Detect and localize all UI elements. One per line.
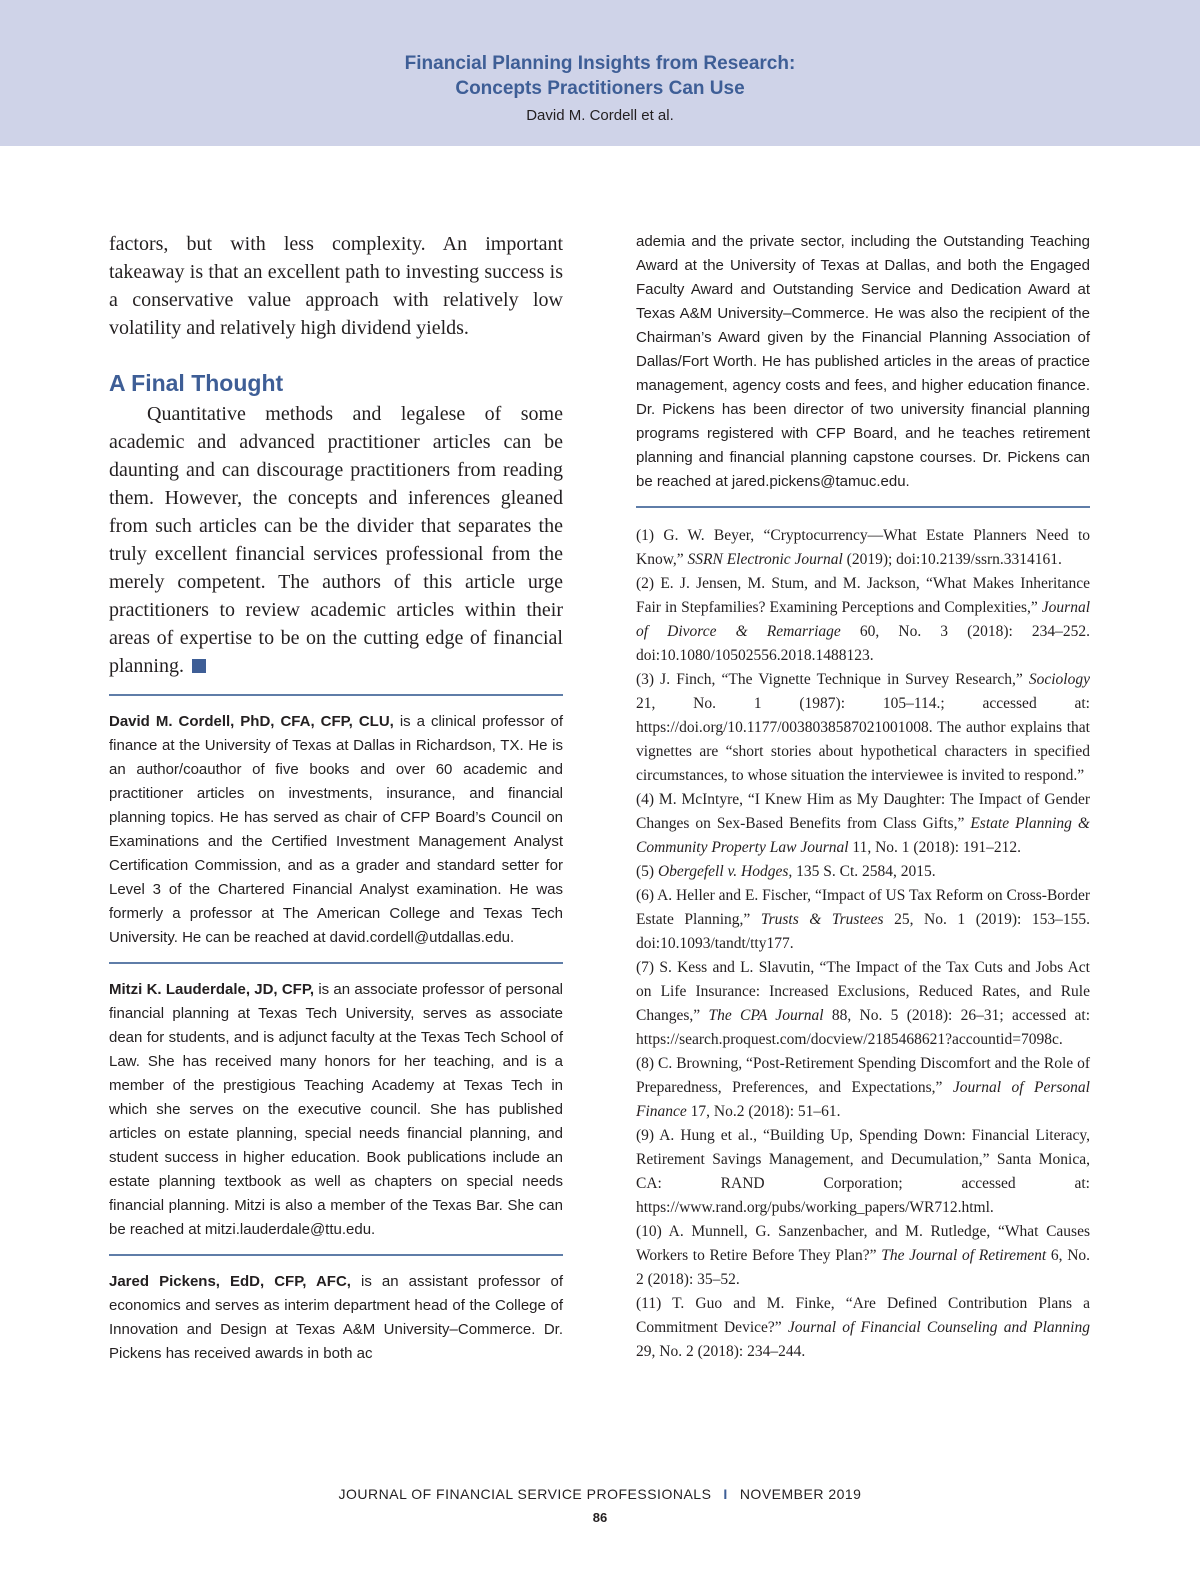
reference-source: The CPA Journal bbox=[708, 1007, 824, 1024]
bio-text: is an assistant professor of economics and serves as interim department head of the College of Innovation and Design at Texas A&M University–Commerce. Dr. Pickens has received awards in both ac bbox=[109, 1273, 563, 1362]
bio-cordell bbox=[109, 710, 563, 950]
reference-text: 6, No. 2 (2018): 35–52. bbox=[636, 1247, 1091, 1288]
end-mark-square-icon bbox=[192, 659, 206, 673]
reference-text: 29, No. 2 (2018): 234–244. bbox=[636, 1343, 806, 1360]
header-title-line2: Concepts Practitioners Can Use bbox=[455, 78, 745, 99]
reference-text: 25, No. 1 (2019): 153–155. doi:10.1093/tandt/tty177. bbox=[636, 911, 1090, 952]
reference-text: 11, No. 1 (2018): 191–212. bbox=[848, 839, 1022, 856]
divider-rule bbox=[109, 694, 563, 696]
reference-source: Sociology bbox=[1028, 671, 1090, 688]
reference-text: (5) bbox=[636, 863, 658, 880]
reference-text: (1) G. W. Beyer, “Cryptocurrency—What Estate Planners Need to Know,” bbox=[636, 527, 1090, 568]
header-band bbox=[0, 0, 1200, 146]
reference-item bbox=[636, 668, 1090, 788]
bio-name: Mitzi K. Lauderdale, JD, CFP, bbox=[109, 981, 315, 998]
reference-source: Journal of Personal Finance bbox=[636, 1079, 1090, 1120]
reference-item bbox=[636, 524, 1090, 572]
reference-item bbox=[636, 1052, 1090, 1124]
reference-item bbox=[636, 1292, 1090, 1364]
left-column bbox=[109, 230, 563, 1366]
bio-text: is an associate professor of personal financial planning at Texas Tech University, serves as associate dean for students, and is adjunct faculty at the Texas Tech School of Law. She has received many honors for her teaching, and is a member of the prestigious Teaching Academy at Texas Tech in which she serves on the executive council. She has published articles on estate planning, special needs financial planning, and student success in higher education. Book publications include an estate planning textbook as well as chapters on special needs financial planning. Mitzi is also a member of the Texas Bar. She can be reached at mitzi.lauderdale@ttu.edu. bbox=[109, 981, 564, 1238]
reference-item bbox=[636, 788, 1090, 860]
reference-text: (11) T. Guo and M. Finke, “Are Defined Contribution Plans a Commitment Device?” bbox=[636, 1295, 1090, 1336]
right-column bbox=[636, 230, 1090, 1364]
reference-text: (2019); doi:10.2139/ssrn.3314161. bbox=[842, 551, 1062, 568]
footer-journal-name: JOURNAL OF FINANCIAL SERVICE PROFESSIONALS bbox=[338, 1486, 712, 1502]
reference-text: (6) A. Heller and E. Fischer, “Impact of US Tax Reform on Cross-Border Estate Planning,” bbox=[636, 887, 1090, 928]
reference-item bbox=[636, 884, 1090, 956]
bio-text: is a clinical professor of finance at the University of Texas at Dallas in Richardson, TX. He is an author/coauthor of five books and over 60 academic and practitioner articles on investments, insurance, and financial planning topics. He has served as chair of CFP Board’s Council on Examinations and the Certified Investment Management Analyst Certification Commission, and as a grader and standard setter for Level 3 of the Chartered Financial Analyst examination. He was formerly a professor at The American College and Texas Tech University. He can be reached at david.cordell@utdallas.edu. bbox=[109, 713, 563, 946]
reference-item bbox=[636, 572, 1090, 668]
bio-lauderdale bbox=[109, 978, 563, 1242]
reference-text: 135 S. Ct. 2584, 2015. bbox=[792, 863, 936, 880]
reference-source: Trusts & Trustees bbox=[760, 911, 884, 928]
reference-text: 88, No. 5 (2018): 26–31; accessed at: https://search.proquest.com/docview/2185468621?accountid=7098c. bbox=[636, 1007, 1090, 1048]
final-paragraph-text: Quantitative methods and legalese of some academic and advanced practitioner articles can be daunting and can discourage practitioners from reading them. However, the concepts and inferences gleaned from such articles can be the divider that separates the truly excellent financial services professional from the merely competent. The authors of this article urge practitioners to review academic articles within their areas of expertise to be on the cutting edge of financial planning. bbox=[109, 403, 563, 677]
reference-text: (3) J. Finch, “The Vignette Technique in Survey Research,” bbox=[636, 671, 1029, 688]
divider-rule bbox=[636, 506, 1090, 508]
reference-item bbox=[636, 1220, 1090, 1292]
divider-rule bbox=[109, 1254, 563, 1256]
reference-text: 21, No. 1 (1987): 105–114.; accessed at: https://doi.org/10.1177/0038038587021001008. The author explains that vignettes are “short stories about hypothetical characters in specified circumstances, to whose situation the interviewee is invited to respond.” bbox=[636, 695, 1090, 784]
reference-source: Journal of Financial Counseling and Planning bbox=[787, 1319, 1090, 1336]
reference-item bbox=[636, 956, 1090, 1052]
intro-paragraph: factors, but with less complexity. An important takeaway is that an excellent path to investing success is a conservative value approach with relatively low volatility and relatively high dividend yields. bbox=[109, 233, 563, 339]
reference-text: 17, No.2 (2018): 51–61. bbox=[686, 1103, 841, 1120]
reference-source: Journal of Divorce & Remarriage bbox=[636, 599, 1090, 640]
reference-text: (9) A. Hung et al., “Building Up, Spending Down: Financial Literacy, Retirement Savings Management, and Decumulation,” Santa Monica, CA: RAND Corporation; accessed at: https://www.rand.org/pubs/working_papers/WR712.html. bbox=[636, 1127, 1090, 1216]
reference-text: (10) A. Munnell, G. Sanzenbacher, and M. Rutledge, “What Causes Workers to Retire Before They Plan?” bbox=[636, 1223, 1090, 1264]
divider-rule bbox=[109, 962, 563, 964]
section-heading: A Final Thought bbox=[109, 370, 284, 396]
bio-name: Jared Pickens, EdD, CFP, AFC, bbox=[109, 1273, 351, 1290]
footer-date: NOVEMBER 2019 bbox=[739, 1486, 862, 1502]
header-title-line1: Financial Planning Insights from Research: bbox=[404, 53, 796, 74]
page-number: 86 bbox=[592, 1510, 608, 1525]
reference-source: Estate Planning & Community Property Law Journal bbox=[636, 815, 1090, 856]
bio-pickens bbox=[109, 1270, 563, 1366]
reference-source: Obergefell v. Hodges, bbox=[657, 863, 793, 880]
bio-pickens-continued: ademia and the private sector, including the Outstanding Teaching Award at the University of Texas at Dallas, and both the Engaged Faculty Award and Outstanding Service and Dedication Award at Texas A&M University–Commerce. He was also the recipient of the Chairman’s Award given by the Financial Planning Association of Dallas/Fort Worth. He has published articles in the areas of practice management, agency costs and fees, and higher education finance. Dr. Pickens has been director of two university financial planning programs registered with CFP Board, and he teaches retirement planning and financial planning capstone courses. Dr. Pickens can be reached at jared.pickens@tamuc.edu. bbox=[636, 233, 1090, 490]
reference-text: (4) M. McIntyre, “I Knew Him as My Daughter: The Impact of Gender Changes on Sex-Based Benefits from Class Gifts,” bbox=[636, 791, 1090, 832]
footer-journal-line bbox=[0, 1486, 1200, 1502]
footer-separator: I bbox=[723, 1486, 728, 1502]
reference-text: 60, No. 3 (2018): 234–252. doi:10.1080/10502556.2018.1488123. bbox=[636, 623, 1091, 664]
references-list bbox=[636, 524, 1090, 1364]
bio-name: David M. Cordell, PhD, CFA, CFP, CLU, bbox=[109, 713, 394, 730]
reference-item bbox=[636, 1124, 1090, 1220]
header-author: David M. Cordell et al. bbox=[526, 107, 674, 124]
reference-source: SSRN Electronic Journal bbox=[687, 551, 843, 568]
reference-item bbox=[636, 860, 1090, 884]
final-paragraph bbox=[109, 400, 563, 680]
reference-source: The Journal of Retirement bbox=[881, 1247, 1047, 1264]
reference-text: (2) E. J. Jensen, M. Stum, and M. Jackson, “What Makes Inheritance Fair in Stepfamilies? Examining Perceptions and Complexities,” bbox=[636, 575, 1090, 616]
reference-text: (7) S. Kess and L. Slavutin, “The Impact of the Tax Cuts and Jobs Act on Life Insurance: Increased Exclusions, Reduced Rates, and Rule Changes,” bbox=[636, 959, 1090, 1024]
reference-text: (8) C. Browning, “Post-Retirement Spending Discomfort and the Role of Preparedness, Preferences, and Expectations,” bbox=[636, 1055, 1090, 1096]
